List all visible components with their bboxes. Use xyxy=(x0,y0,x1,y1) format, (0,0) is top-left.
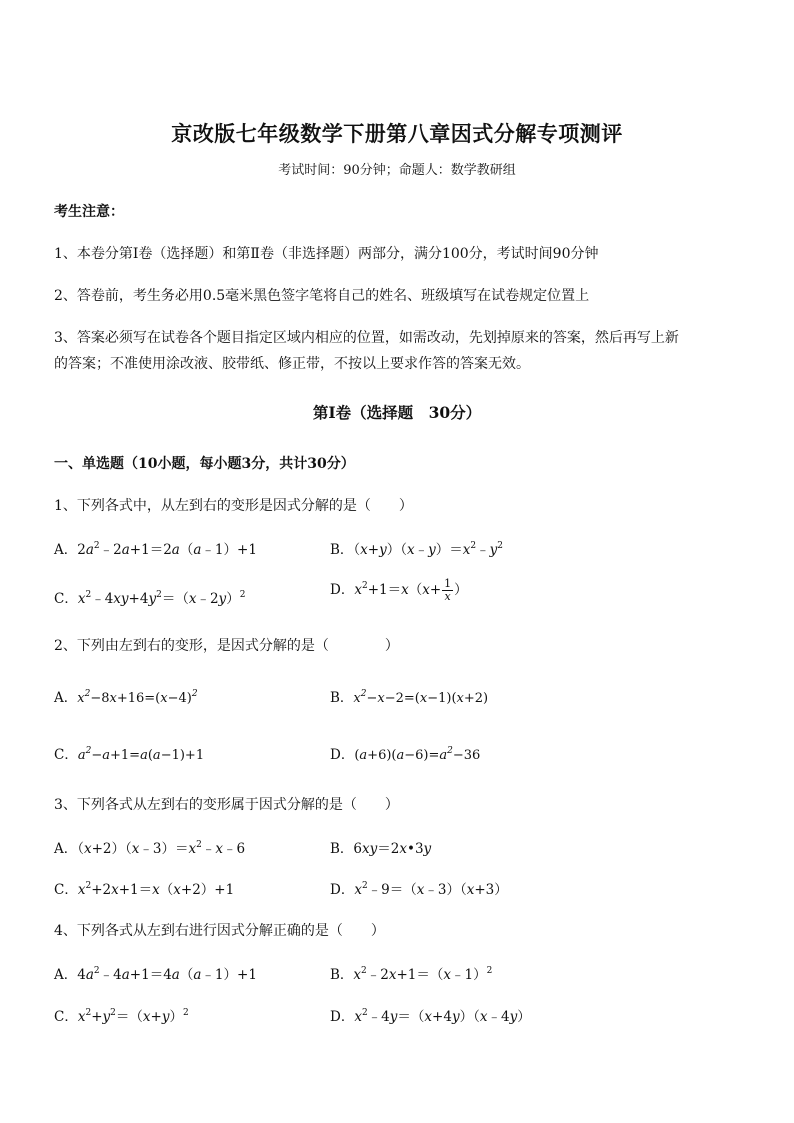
option-label: C． xyxy=(54,882,78,898)
option-label: D． xyxy=(330,747,355,763)
option-formula: $4a^2﹣4a+1=4a(a﹣1)+1$ xyxy=(77,966,257,983)
option-formula: $x^2﹣2x+1=(x﹣1)^2$ xyxy=(353,966,493,983)
option-formula: $x^2﹣9=(x﹣3)(x+3)$ xyxy=(354,881,508,898)
option-label: A． xyxy=(54,542,78,558)
option-formula: $2a^2﹣2a+1=2a(a﹣1)+1$ xyxy=(77,541,257,558)
page-subtitle: 考试时间：90分钟；命题人：数学教研组 xyxy=(278,163,516,178)
question-3-stem: 3、下列各式从左到右的变形属于因式分解的是（ ） xyxy=(54,797,399,813)
option-formula: $x^2﹣4y=(x+4y)(x﹣4y)$ xyxy=(354,1008,531,1025)
option-formula: $x^2+2x+1=x(x+2)+1$ xyxy=(77,881,235,898)
option-label: C． xyxy=(54,747,78,763)
question-4-stem: 4、下列各式从左到右进行因式分解正确的是（ ） xyxy=(54,923,385,939)
option-formula: $(x+2)(x﹣3)=x^2﹣x﹣6$ xyxy=(77,840,246,857)
question-2-option-a[interactable] xyxy=(54,686,198,706)
notice-item-3: 3、答案必须写在试卷各个题目指定区域内相应的位置，如需改动，先划掉原来的答案，然后再写上新 xyxy=(54,330,679,346)
question-1-option-a[interactable] xyxy=(54,538,257,558)
option-label: B． xyxy=(330,542,354,558)
question-3-option-d[interactable] xyxy=(330,878,508,898)
option-formula: 6xy＝2x•3y xyxy=(353,841,432,857)
option-formula: $x^2+y^2=(x+y)^2$ xyxy=(77,1008,189,1025)
question-4-option-d[interactable] xyxy=(330,1005,531,1025)
option-formula: $(a+6)(a-6)=a^2-36$ xyxy=(354,746,481,763)
notice-item-2: 2、答卷前，考生务必用0.5毫米黑色签字笔将自己的姓名、班级填写在试卷规定位置上 xyxy=(54,288,590,304)
question-1-option-c[interactable] xyxy=(54,587,245,607)
question-3-option-b[interactable] xyxy=(330,837,431,857)
question-2-option-c[interactable] xyxy=(54,743,204,763)
question-4-option-c[interactable] xyxy=(54,1005,189,1025)
option-label: B． xyxy=(330,841,354,857)
question-3-option-a[interactable] xyxy=(54,837,245,857)
page-title: 京改版七年级数学下册第八章因式分解专项测评 xyxy=(171,121,623,146)
option-label: D． xyxy=(330,582,355,598)
option-formula: $(x+y)(x﹣y)=x^2﹣y^2$ xyxy=(353,541,503,558)
option-formula: $a^2-a+1=a(a-1)+1$ xyxy=(77,746,205,763)
section-title: 第Ⅰ卷（选择题 30分） xyxy=(312,403,482,422)
option-formula: $x^2-8x+16=(x-4)^2$ xyxy=(77,689,198,706)
option-label: A． xyxy=(54,690,78,706)
question-4-option-b[interactable] xyxy=(330,963,492,983)
option-label: D． xyxy=(330,1009,355,1025)
question-2-option-b[interactable] xyxy=(330,686,488,706)
option-label: B． xyxy=(330,690,354,706)
option-formula: $x^2+1=x(x+$ $\frac{1}{x}$ ） xyxy=(354,577,468,603)
notice-heading: 考生注意： xyxy=(54,204,124,220)
question-2-option-d[interactable] xyxy=(330,743,480,763)
option-formula: $x^2-x-2=(x-1)(x+2)$ xyxy=(353,689,489,706)
notice-item-3-cont: 的答案；不准使用涂改液、胶带纸、修正带，不按以上要求作答的答案无效。 xyxy=(54,356,530,372)
option-label: C． xyxy=(54,1009,78,1025)
option-label: A． xyxy=(54,841,78,857)
question-3-option-c[interactable] xyxy=(54,878,234,898)
question-1-stem: 1、下列各式中，从左到右的变形是因式分解的是（ ） xyxy=(54,498,413,514)
question-1-option-d[interactable] xyxy=(330,578,468,603)
option-label: A． xyxy=(54,967,78,983)
question-4-option-a[interactable] xyxy=(54,963,257,983)
notice-item-1: 1、本卷分第Ⅰ卷（选择题）和第Ⅱ卷（非选择题）两部分，满分100分，考试时间90分钟 xyxy=(54,246,599,262)
question-1-option-b[interactable] xyxy=(330,538,503,558)
option-label: B． xyxy=(330,967,354,983)
option-label: C． xyxy=(54,591,78,607)
question-2-stem: 2、下列由左到右的变形，是因式分解的是（ ） xyxy=(54,638,399,654)
option-label: D． xyxy=(330,882,355,898)
part-heading: 一、单选题（10小题，每小题3分，共计30分） xyxy=(54,456,355,472)
option-formula: $x^2﹣4xy+4y^2=(x﹣2y)^2$ xyxy=(77,590,246,607)
